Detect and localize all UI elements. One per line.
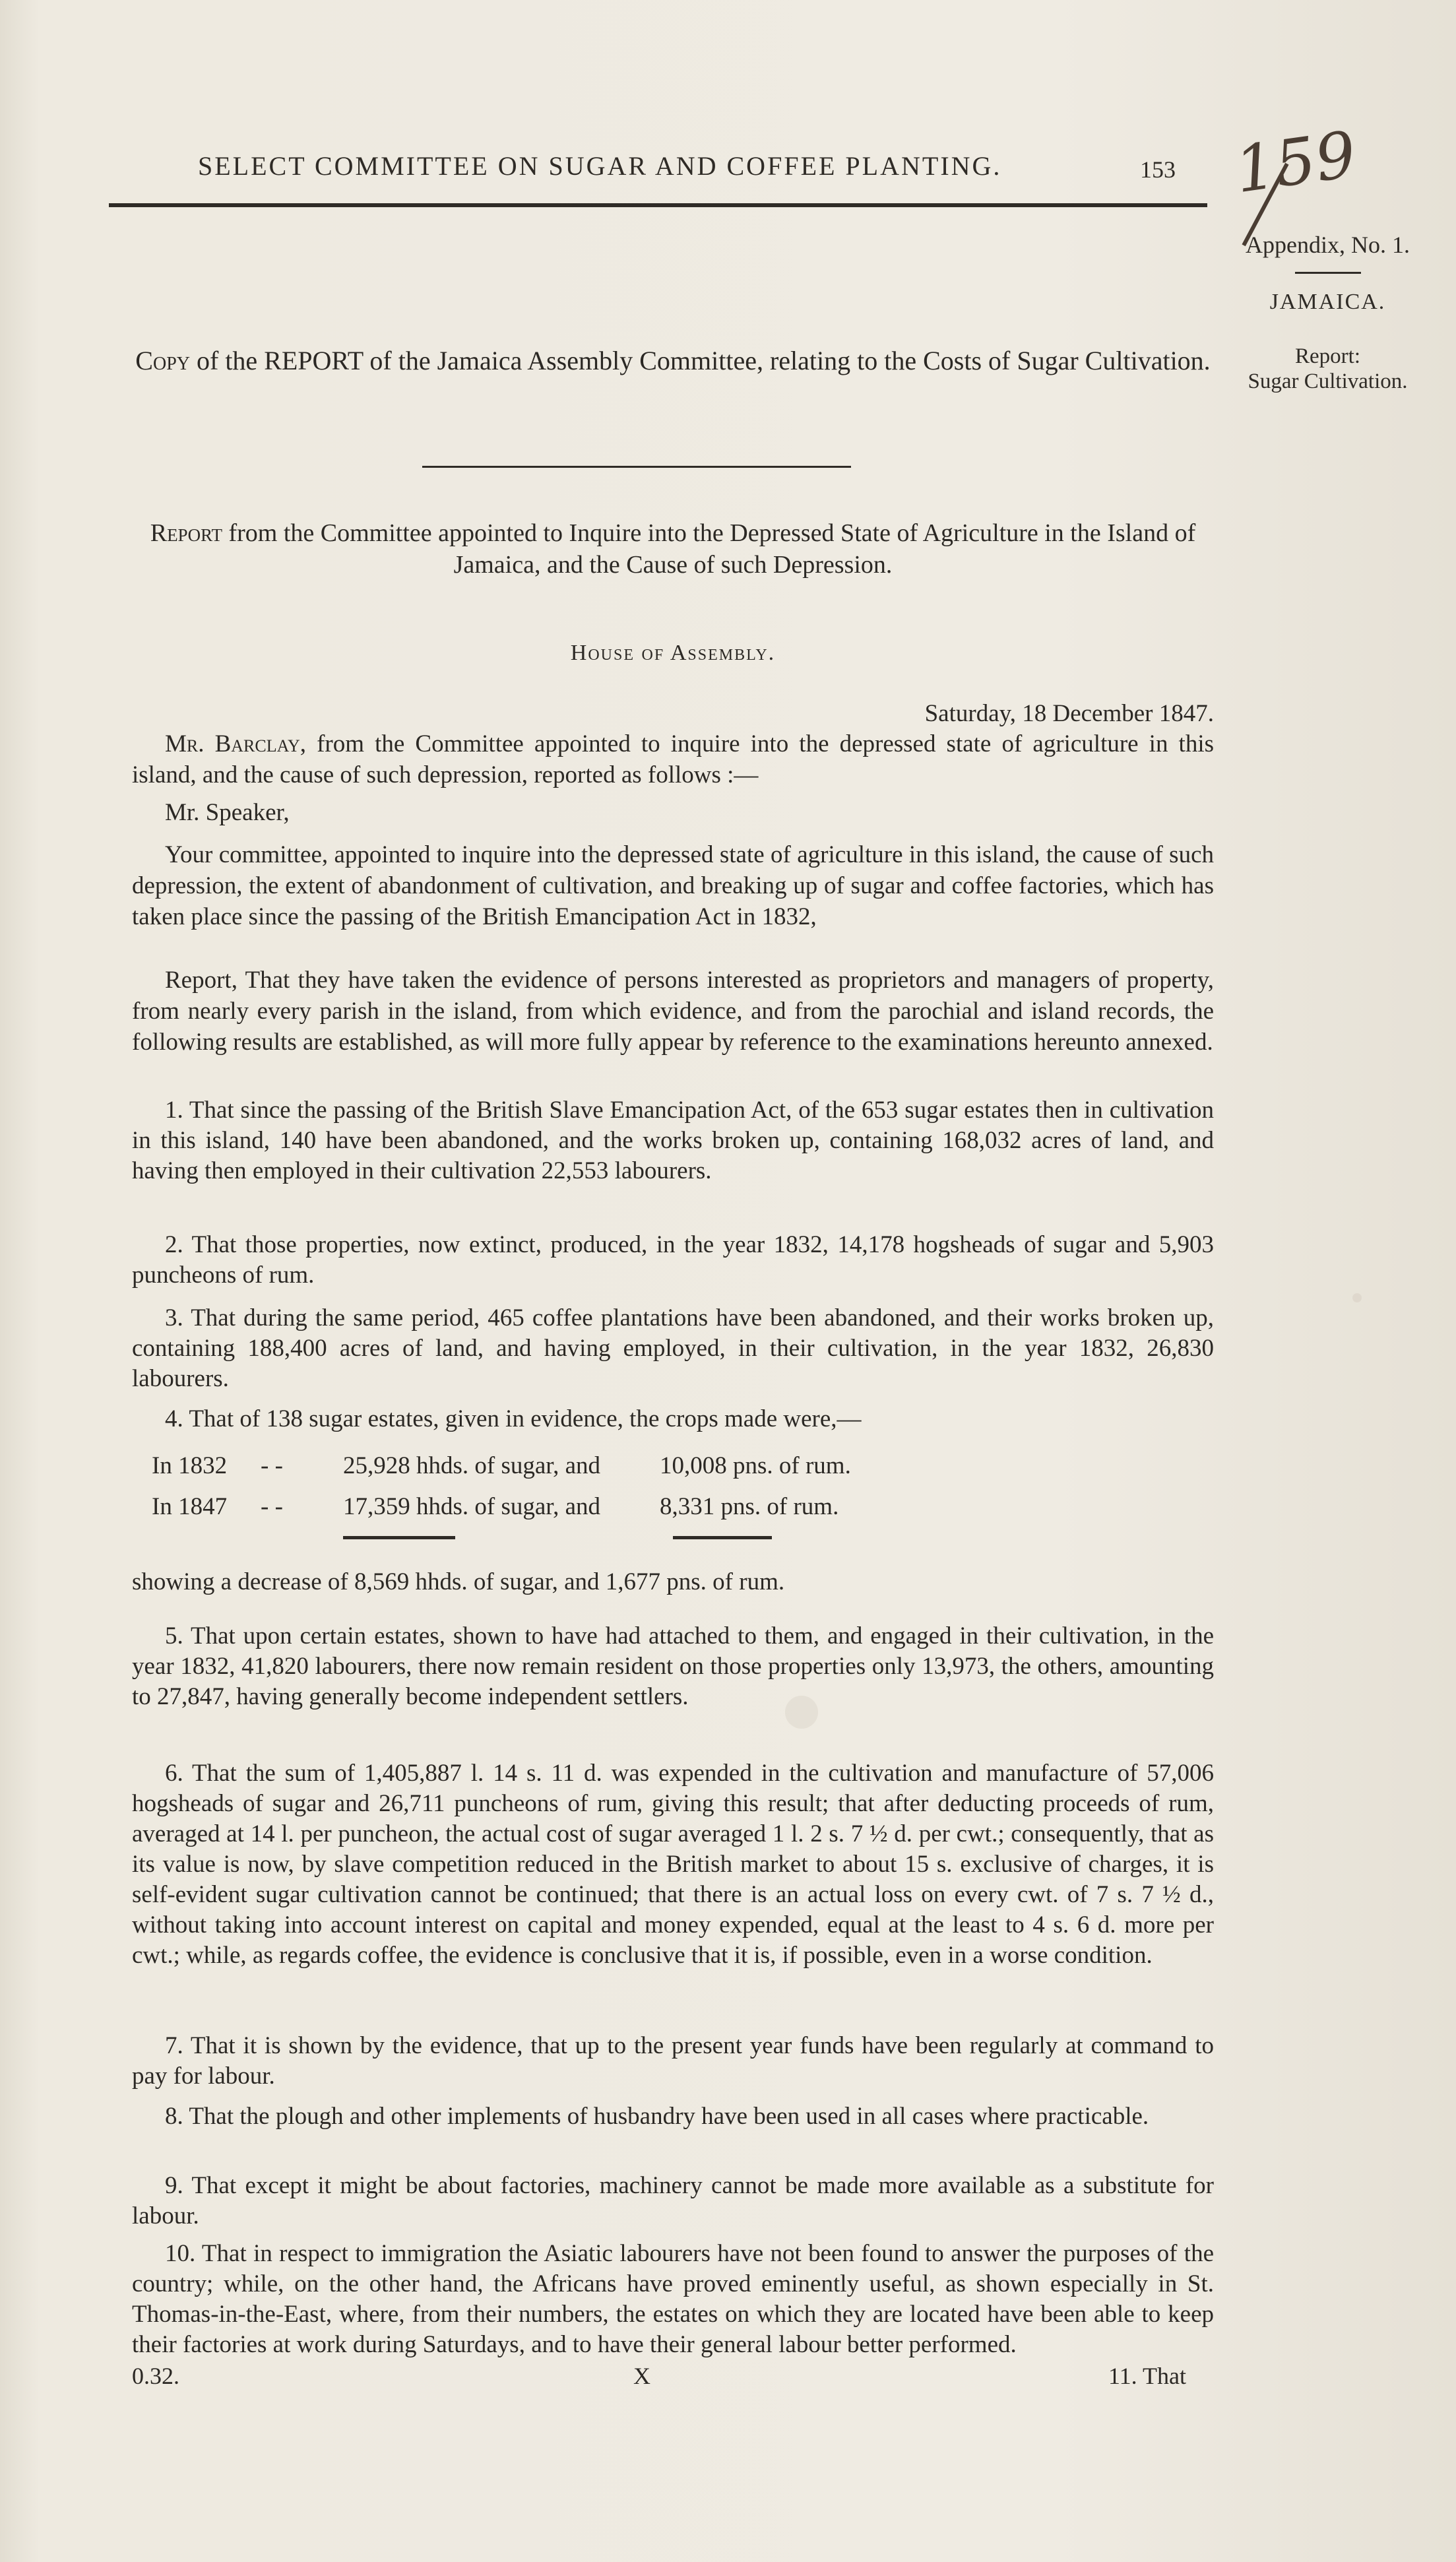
barclay-lead: Mr. Barclay, xyxy=(165,730,307,757)
crop-sugar: 17,359 hhds. of sugar, and xyxy=(343,1493,601,1520)
copy-title-lead: Copy xyxy=(135,346,190,375)
page-number: 153 xyxy=(1140,156,1176,183)
barclay-text: from the Committee appointed to inquire into the depressed state of agriculture in this island, and the cause of such depression, reported as follows :— xyxy=(132,730,1215,788)
copy-title-text: of the REPORT of the Jamaica Assembly Committee, relating to the Costs of Sugar Cultivation. xyxy=(197,346,1211,375)
finding-4: 4. That of 138 sugar estates, given in evidence, the crops made were,— xyxy=(165,1405,862,1432)
report-title-text: from the Committee appointed to Inquire into the Depressed State of Agriculture in the Island of Jamaica, and the Cause of such Depression. xyxy=(228,519,1196,579)
crop-rum: 10,008 pns. of rum. xyxy=(660,1452,851,1479)
margin-report xyxy=(1214,344,1441,394)
finding-6: 6. That the sum of 1,405,887 l. 14 s. 11 d. was expended in the cultivation and manufacture of 57,006 hogsheads of sugar and 26,711 puncheons of rum, giving this result; that after deducting proceeds of rum, averaged at 14 l. per puncheon, the actual cost of sugar averaged 1 l. 2 s. 7 ½ d. per cwt.; consequently, that as its value is now, by slave competition reduced in the British market to about 15 s. exclusive of charges, it is self-evident sugar cultivation cannot be continued; that there is an actual loss on every cwt. of 7 s. 7 ½ d., without taking into account interest on capital and money expended, equal at the least to 4 s. 6 d. more per cwt.; while, as regards coffee, the evidence is conclusive that it is, if possible, even in a worse condition. xyxy=(132,1760,1214,1969)
finding-9: 9. That except it might be about factories, machinery cannot be made more available as a substitute for labour. xyxy=(132,2172,1214,2229)
decrease-line: showing a decrease of 8,569 hhds. of sugar, and 1,677 pns. of rum. xyxy=(132,1568,785,1595)
margin-note xyxy=(1214,231,1441,394)
sum-rule-rum xyxy=(673,1536,772,1539)
report-paragraph: Report, That they have taken the evidence of persons interested as proprietors and managers of property, from nearly every parish in the island, from which evidence, and from the parochial and island records, the following results are established, as will more fully appear by reference to the examinations hereunto annexed. xyxy=(132,967,1214,1056)
house-heading: House of Assembly. xyxy=(570,641,776,665)
sum-rule-sugar xyxy=(343,1536,455,1539)
report-date: Saturday, 18 December 1847. xyxy=(924,700,1214,727)
finding-8: 8. That the plough and other implements of husbandry have been used in all cases where practicable. xyxy=(165,2103,1149,2130)
report-title-lead: Report xyxy=(150,519,222,547)
finding-10: 10. That in respect to immigration the Asiatic labourers have not been found to answer the purposes of the country; while, on the other hand, the Africans have proved eminently useful, as shown especially in St. Thomas-in-the-East, where, from their numbers, the estates on which they are located have been able to keep their factories at work during Saturdays, and to have their general labour better performed. xyxy=(132,2240,1214,2358)
margin-place: JAMAICA. xyxy=(1269,290,1386,314)
running-header: SELECT COMMITTEE ON SUGAR AND COFFEE PLANTING. xyxy=(198,151,1002,181)
crop-dash: - - xyxy=(261,1493,283,1520)
finding-3: 3. That during the same period, 465 coffee plantations have been abandoned, and their works broken up, containing 188,400 acres of land, and having employed, in their cultivation, in the year 1832, 26,830 labourers. xyxy=(132,1304,1214,1392)
crop-year: In 1832 xyxy=(152,1452,228,1479)
committee-paragraph: Your committee, appointed to inquire into the depressed state of agriculture in this island, the cause of such depression, the extent of abandonment of cultivation, and breaking up of sugar and coffee factories, which has taken place since the passing of the British Emancipation Act in 1832, xyxy=(132,841,1214,930)
finding-5: 5. That upon certain estates, shown to have had attached to them, and engaged in their cultivation, in the year 1832, 41,820 labourers, there now remain resident on those properties only 13,973, the others, amounting to 27,847, having generally become independent settlers. xyxy=(132,1622,1214,1710)
margin-appendix: Appendix, No. 1. xyxy=(1246,232,1410,258)
crop-dash: - - xyxy=(261,1452,283,1479)
header-rule xyxy=(109,203,1207,207)
finding-7: 7. That it is shown by the evidence, that up to the present year funds have been regularly at command to pay for labour. xyxy=(132,2032,1214,2090)
finding-1: 1. That since the passing of the British Slave Emancipation Act, of the 653 sugar estates then in cultivation in this island, 140 have been abandoned, and the works broken up, containing 168,032 acres of land, and having then employed in their cultivation 22,553 labourers. xyxy=(132,1097,1214,1184)
crop-year: In 1847 xyxy=(152,1493,228,1520)
footer-signature-mark: X xyxy=(633,2363,650,2389)
crop-sugar: 25,928 hhds. of sugar, and xyxy=(343,1452,601,1479)
barclay-paragraph xyxy=(132,728,1214,790)
crop-rum: 8,331 pns. of rum. xyxy=(660,1493,839,1520)
margin-report-subject: Sugar Cultivation. xyxy=(1248,369,1408,393)
handwritten-folio-number: 159 xyxy=(1230,117,1361,208)
section-rule xyxy=(422,466,851,468)
margin-rule xyxy=(1295,272,1361,274)
margin-report-label: Report: xyxy=(1295,344,1360,368)
report-title xyxy=(132,517,1214,581)
footer-catchword: 11. That xyxy=(1108,2363,1186,2389)
finding-2: 2. That those properties, now extinct, produced, in the year 1832, 14,178 hogsheads of sugar and 5,903 puncheons of rum. xyxy=(132,1231,1214,1289)
footer-sheet-number: 0.32. xyxy=(132,2363,179,2389)
salutation: Mr. Speaker, xyxy=(165,799,290,826)
copy-title xyxy=(132,343,1214,379)
